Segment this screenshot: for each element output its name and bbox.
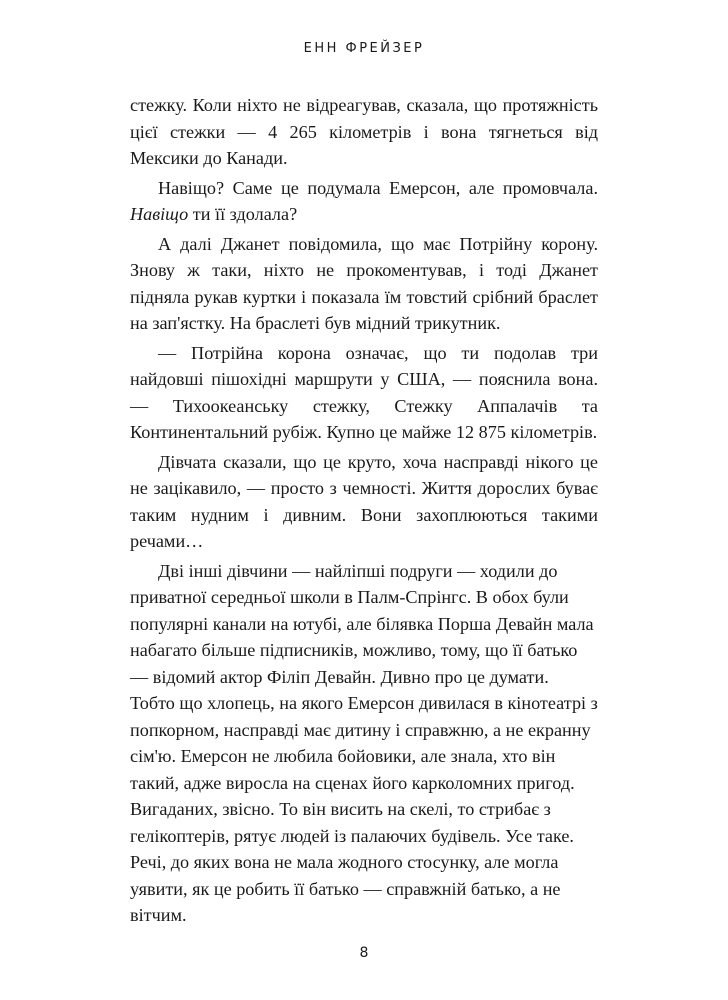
paragraph-6: Дві інші дівчини — найліпші подруги — ходили до приватної середньої школи в Палм-Спрінгс. В обох були популярні канали на ютубі, але білявка Порша Девайн мала набагато більше підписників, можливо, тому, що її батько — відомий актор Філіп Девайн. Дивно про це думати. Тобто що хлопець, на якого Емерсон дивилася в кінотеатрі з попкорном, насправді має дитину і справжню, а не екранну сім'ю. Емерсон не любила бойовики, але знала, хто він такий, адже виросла на сценах його карколомних пригод. Вигаданих, звісно. То він висить на скелі, то стрибає з гелікоптерів, рятує людей із палаючих будівель. Усе таке. Речі, до яких вона не мала жодного стосунку, але могла уявити, як це робить її батько — справжній батько, а не вітчим.: [130, 560, 598, 925]
paragraph-1: стежку. Коли ніхто не відреагував, сказала, що протяжність цієї стежки — 4 265 кілометрів і вона тягнеться від Мексики до Канади.: [130, 95, 598, 168]
page-number: 8: [359, 945, 369, 961]
running-head: ЕНН ФРЕЙЗЕР: [303, 41, 425, 56]
paragraph-4: — Потрійна корона означає, що ти подолав три найдовші пішохідні маршрути у США, — пояснила вона. — Тихоокеанську стежку, Стежку Аппалачів та Континентальний рубіж. Купно це майже 12 875 кілометрів.: [130, 342, 598, 442]
page-body: [130, 92, 598, 932]
paragraph-2-text-a: Навіщо? Саме це подумала Емерсон, але промовчала.: [158, 177, 598, 198]
paragraph-3: А далі Джанет повідомила, що має Потрійну корону. Знову ж таки, ніхто не прокоментував, і тоді Джанет підняла рукав куртки і показала їм товстий срібний браслет на зап'ястку. На браслеті був мідний трикутник.: [130, 233, 598, 333]
paragraph-5: Дівчата сказали, що це круто, хоча насправді нікого це не зацікавило, — просто з чемності. Життя дорослих буває таким нудним і дивним. Вони захоплюються такими речами…: [130, 451, 598, 551]
paragraph-2-text-b: ти її здолала?: [188, 204, 298, 224]
paragraph-2-emphasis: Навіщо: [130, 204, 189, 224]
paragraph-2: [130, 175, 598, 228]
